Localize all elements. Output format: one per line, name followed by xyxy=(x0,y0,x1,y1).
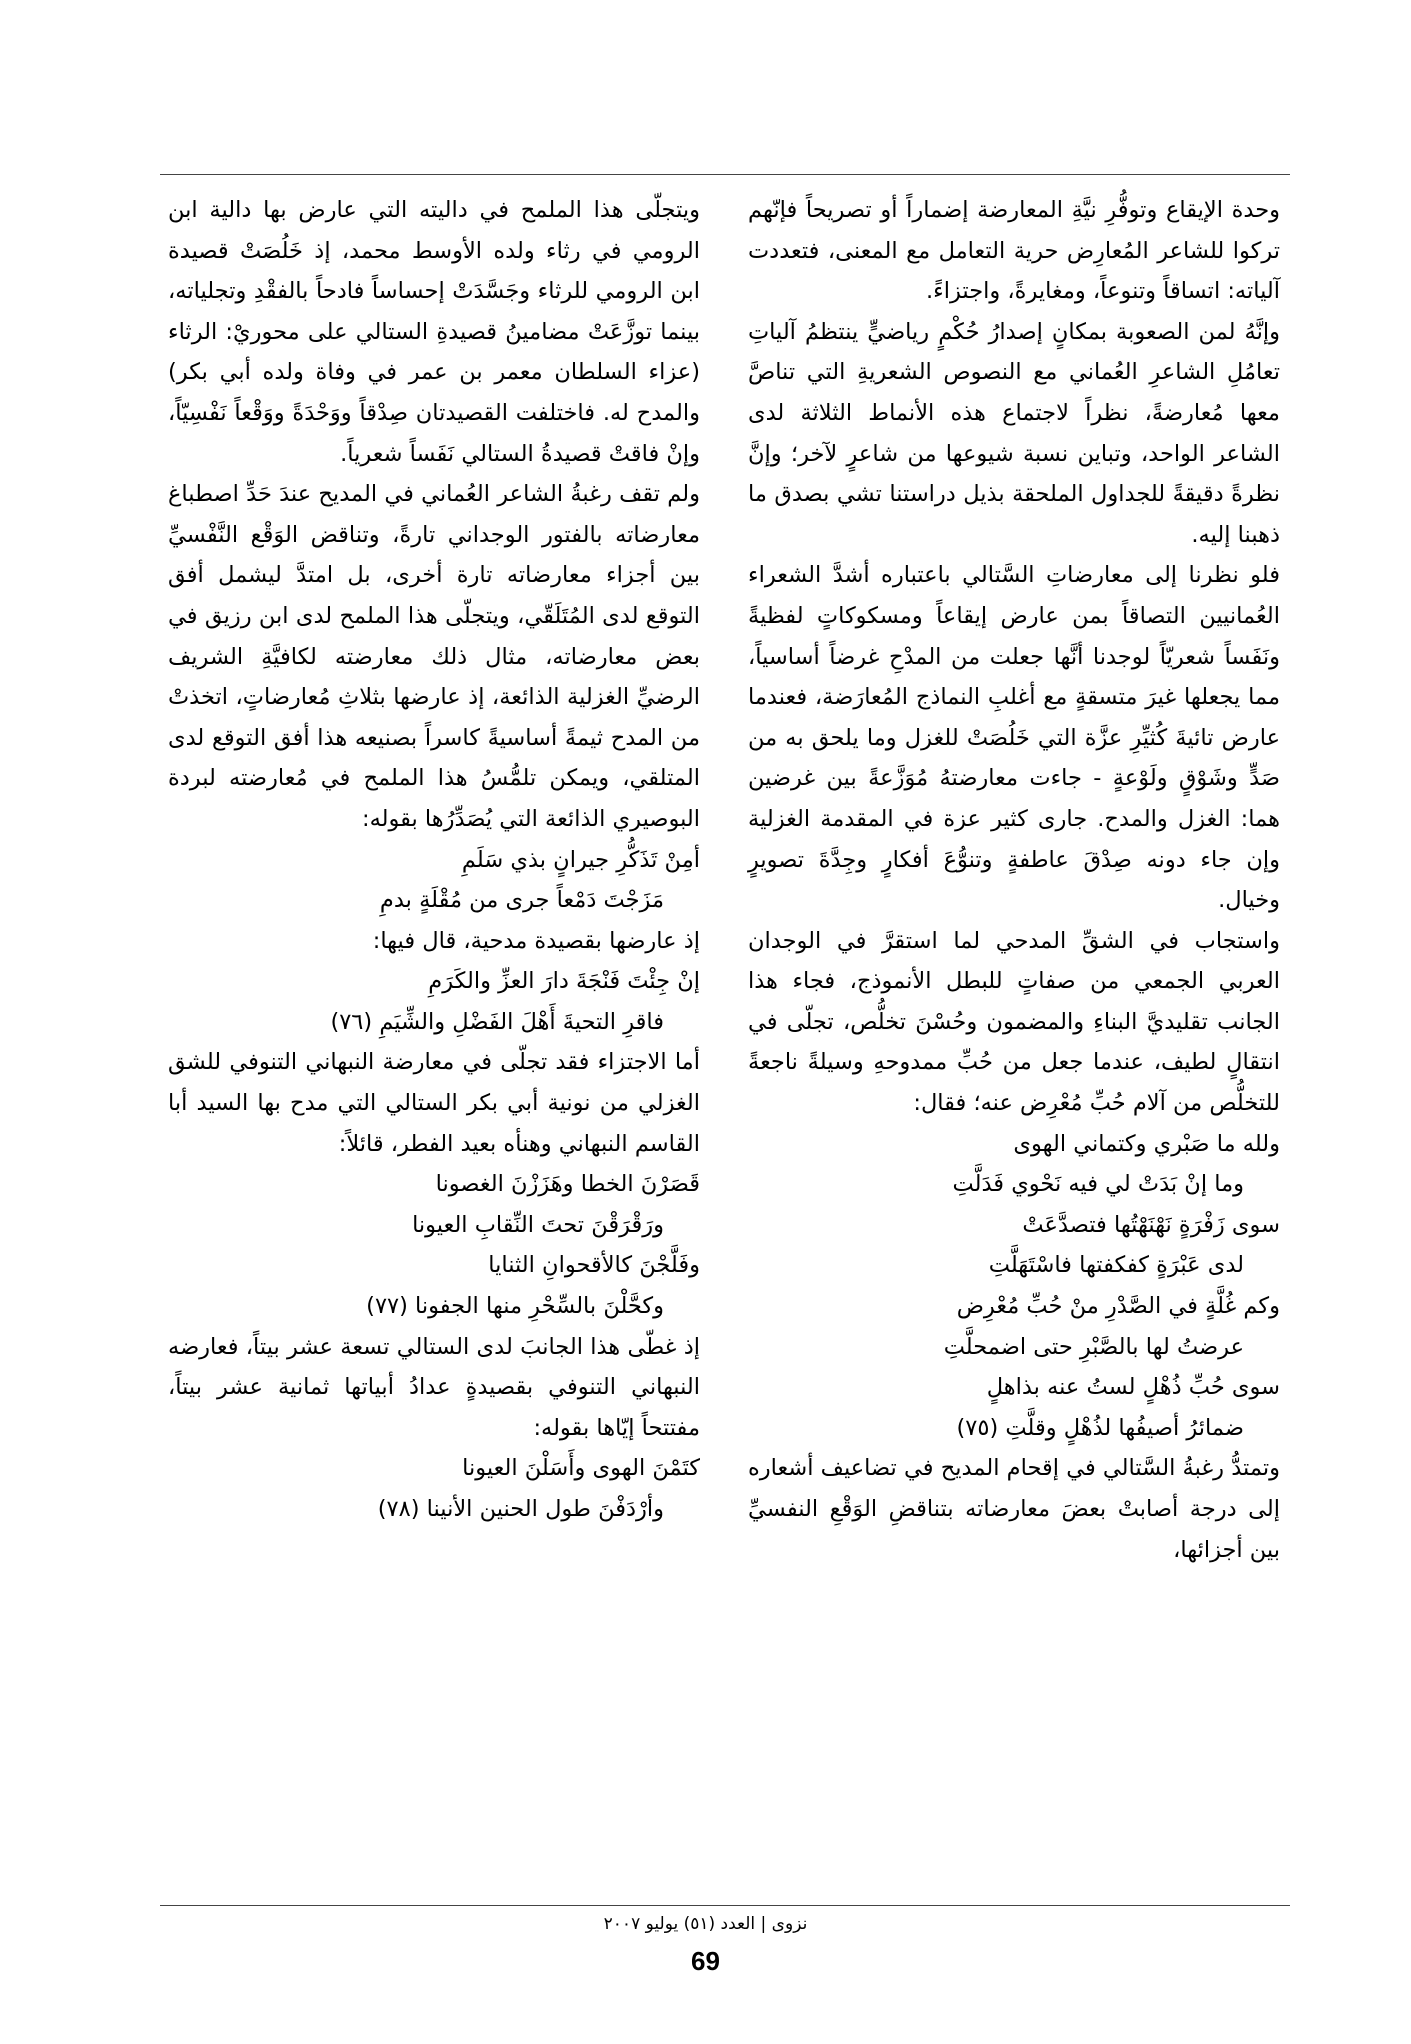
verse-second-hemistich: لدى عَبْرَةٍ كفكفتها فاسْتَهَلَّتِ xyxy=(988,1252,1244,1279)
verse-first-hemistich: سوى زَفْرَةٍ نَهْنَهْتُها فتصدَّعَتْ xyxy=(1022,1211,1280,1238)
paragraph: إذ عارضها بقصيدة مدحية، قال فيها: xyxy=(372,927,700,954)
paragraph: إذ غطّى هذا الجانبَ لدى الستالي تسعة عشر بيتاً، فعارضه النبهاني التنوفي بقصيدةٍ عدادُ أبياتها ثمانية عشر بيتاً، مفتتحاً إيّاها بقوله: xyxy=(168,1333,700,1441)
paragraph: فلو نظرنا إلى معارضاتِ السَّتالي باعتباره أشدَّ الشعراء العُمانيين التصاقاً بمن عارض إيقاعاً ومسكوكاتٍ لفظيةً ونَفَساً شعريّاً لوجدنا أنَّها جعلت من المدْحِ غرضاً أساسياً، مما يجعلها غيرَ متسقةٍ مع أغلبِ النماذج المُعارَضة، فعندما عارض تائيةَ كُثيِّرِ عزَّة التي خَلُصَتْ للغزل وما يلحق به من صَدٍّ وشَوْقٍ ولَوْعةٍ - جاءت معارضتهُ مُوَزَّعةً بين غرضين هما: الغزل والمدح. جارى كثير عزة في المقدمة الغزلية وإن جاء دونه صِدْقَ عاطفةٍ وتنوُّعَ أفكارٍ وجِدَّةَ تصويرٍ وخيال. xyxy=(748,562,1280,914)
verse-second-hemistich: عرضتُ لها بالصَّبْرِ حتى اضمحلَّتِ xyxy=(943,1333,1244,1360)
verse-second-hemistich: ورَقْرَقْنَ تحتَ النِّقابِ العيونا xyxy=(412,1211,664,1238)
verse-first-hemistich: كتَمْنَ الهوى وأَسَلْنَ العيونا xyxy=(462,1455,700,1482)
verse-first-hemistich: وفَلَّجْنَ كالأقحوانِ الثنايا xyxy=(488,1252,700,1279)
verse-second-hemistich: وكحَّلْنَ بالسِّحْرِ منها الجفونا (٧٧) xyxy=(366,1293,664,1320)
left-text-column xyxy=(168,190,700,1530)
journal-issue-line: نزوى | العدد (٥١) يوليو ٢٠٠٧ xyxy=(603,1914,808,1934)
verse-first-hemistich: سوى حُبِّ ذُهْلٍ لستُ عنه بذاهلٍ xyxy=(986,1374,1280,1401)
verse-second-hemistich: فاقرِ التحيةَ أَهْلَ الفَضْلِ والشِّيَمِ (٧٦) xyxy=(330,1008,664,1035)
verse-second-hemistich: وما إنْ بَدَتْ لي فيه نَحْوي فَدَلَّتِ xyxy=(952,1171,1244,1198)
paragraph: واستجاب في الشقِّ المدحي لما استقرَّ في الوجدان العربي الجمعي من صفاتٍ للبطل الأنموذج، فجاء هذا الجانب تقليديَّ البناءِ والمضمون وحُسْنَ تخلُّص، تجلّى في انتقالٍ لطيف، عندما جعل من حُبِّ ممدوحهِ وسيلةً ناجعةً للتخلُّص من آلام حُبِّ مُعْرِض عنه؛ فقال: xyxy=(748,927,1280,1117)
page-number: 69 xyxy=(691,1946,720,1976)
paragraph: ولم تقف رغبةُ الشاعر العُماني في المديح عندَ حَدِّ اصطباغ معارضاته بالفتور الوجداني تارةً، وتناقض الوَقْع النَّفْسيِّ بين أجزاء معارضاته تارة أخرى، بل امتدَّ ليشمل أفق التوقع لدى المُتَلَقّي، ويتجلّى هذا الملمح لدى ابن رزيق في بعض معارضاته، مثال ذلك معارضته لكافيَّةِ الشريف الرضيِّ الغزلية الذائعة، إذ عارضها بثلاثِ مُعارضاتٍ، اتخذتْ من المدح ثيمةً أساسيةً كاسراً بصنيعه هذا أفق التوقع لدى المتلقي، ويمكن تلمُّسُ هذا الملمح في مُعارضته لبردة البوصيري الذائعة التي يُصَدِّرُها بقوله: xyxy=(168,481,700,832)
verse-second-hemistich: وأرْدَفْنَ طول الحنين الأنينا (٧٨) xyxy=(377,1496,664,1522)
verse-first-hemistich: وكم غُلَّةٍ في الصَّدْرِ منْ حُبِّ مُعْرِض xyxy=(956,1293,1280,1320)
paragraph: وإنَّهُ لمن الصعوبة بمكانٍ إصدارُ حُكْمٍ رياضيٍّ ينتظمُ آلياتِ تعامُلِ الشاعرِ العُماني مع النصوص الشعريةِ التي تناصَّ معها مُعارضةً، نظراً لاجتماع هذه الأنماط الثلاثة لدى الشاعر الواحد، وتباين نسبة شيوعها من شاعرٍ لآخر؛ وإنَّ نظرةً دقيقةً للجداول الملحقة بذيل دراستنا تشي بصدق ما ذهبنا إليه. xyxy=(748,318,1280,548)
verse-first-hemistich: أمِنْ تَذَكُّرِ جيرانٍ بذي سَلَمِ xyxy=(461,846,700,873)
verse-second-hemistich: ضمائرُ أصيفُها لذُهْلٍ وقلَّتِ (٧٥) xyxy=(956,1414,1244,1441)
top-rule xyxy=(160,174,1290,175)
verse-second-hemistich: مَزَجْتَ دَمْعاً جرى من مُقْلَةٍ بدمِ xyxy=(379,887,664,914)
verse-first-hemistich: قَصَرْنَ الخطا وهَزَزْنَ الغصونا xyxy=(435,1171,700,1198)
verse-first-hemistich: إنْ جِئْتَ فَنْجَةَ دارَ العزِّ والكَرَمِ xyxy=(428,968,700,995)
paragraph: وتمتدُّ رغبةُ السَّتالي في إقحام المديح في تضاعيف أشعاره إلى درجة أصابتْ بعضَ معارضاته بتناقضِ الوَقْعِ النفسيِّ بين أجزائها، xyxy=(748,1455,1280,1563)
right-text-column xyxy=(748,190,1280,1570)
paragraph: ويتجلّى هذا الملمح في داليته التي عارض بها دالية ابن الرومي في رثاء ولده الأوسط محمد، إذ خَلُصَتْ قصيدة ابن الرومي للرثاء وجَسَّدَتْ إحساساً فادحاً بالفقْدِ وتجلياته، بينما توزَّعَتْ مضامينُ قصيدةِ الستالي على محوريْ: الرثاء (عزاء السلطان معمر بن عمر في وفاة ولده أبي بكر) والمدح له. فاختلفت القصيدتان صِدْقاً ووَحْدَةً ووَقْعاً نَفْسِيّاً، وإنْ فاقتْ قصيدةُ الستالي نَفَساً شعرياً. xyxy=(168,197,700,467)
paragraph: وحدة الإيقاع وتوفُّرِ نيَّةِ المعارضة إضماراً أو تصريحاً فإنّهم تركوا للشاعر المُعارِض حرية التعامل مع المعنى، فتعددت آلياته: اتساقاً وتنوعاً، ومغايرةً، واجتزاءً. xyxy=(748,197,1280,305)
bottom-rule xyxy=(160,1905,1290,1906)
verse-first-hemistich: ولله ما صَبْري وكتماني الهوى xyxy=(1013,1130,1280,1157)
paragraph: أما الاجتزاء فقد تجلّى في معارضة النبهاني التنوفي للشق الغزلي من نونية أبي بكر الستالي التي مدح بها السيد أبا القاسم النبهاني وهنأه بعيد الفطر، قائلاً: xyxy=(168,1049,700,1157)
